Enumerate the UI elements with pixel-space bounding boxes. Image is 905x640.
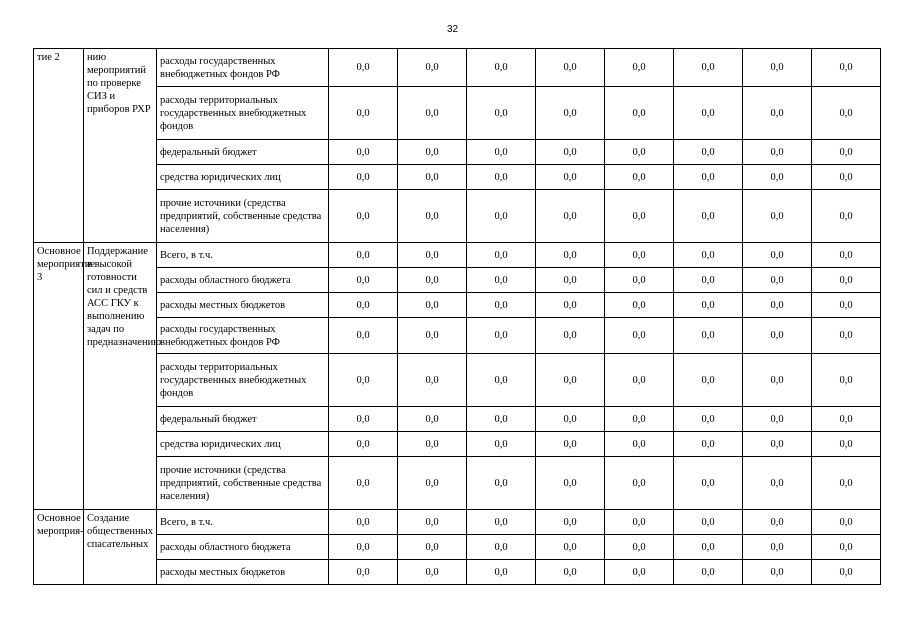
funding-source-cell: Всего, в т.ч.: [157, 243, 329, 268]
value-cell: 0,0: [605, 190, 674, 243]
funding-source-cell: средства юридических лиц: [157, 432, 329, 457]
table-row: [34, 165, 881, 190]
funding-source-cell: расходы местных бюджетов: [157, 293, 329, 318]
value-cell: 0,0: [536, 140, 605, 165]
funding-source-cell: расходы государственных внебюджетных фондов РФ: [157, 49, 329, 87]
funding-source-cell: расходы местных бюджетов: [157, 560, 329, 585]
value-cell: 0,0: [674, 457, 743, 510]
value-cell: 0,0: [605, 165, 674, 190]
value-cell: 0,0: [329, 293, 398, 318]
value-cell: 0,0: [812, 560, 881, 585]
value-cell: 0,0: [536, 560, 605, 585]
table-row: [34, 457, 881, 510]
table-row: [34, 190, 881, 243]
value-cell: 0,0: [812, 165, 881, 190]
value-cell: 0,0: [605, 268, 674, 293]
value-cell: 0,0: [398, 87, 467, 140]
value-cell: 0,0: [605, 560, 674, 585]
value-cell: 0,0: [812, 49, 881, 87]
value-cell: 0,0: [467, 407, 536, 432]
value-cell: 0,0: [398, 140, 467, 165]
table-row: [34, 510, 881, 535]
table-row: [34, 49, 881, 87]
value-cell: 0,0: [812, 87, 881, 140]
value-cell: 0,0: [467, 354, 536, 407]
value-cell: 0,0: [329, 318, 398, 354]
value-cell: 0,0: [329, 407, 398, 432]
value-cell: 0,0: [467, 510, 536, 535]
value-cell: 0,0: [812, 432, 881, 457]
table-body: [34, 49, 881, 585]
value-cell: 0,0: [743, 318, 812, 354]
value-cell: 0,0: [467, 432, 536, 457]
value-cell: 0,0: [467, 293, 536, 318]
value-cell: 0,0: [605, 49, 674, 87]
value-cell: 0,0: [812, 510, 881, 535]
table-row: [34, 535, 881, 560]
funding-source-cell: расходы государственных внебюджетных фондов РФ: [157, 318, 329, 354]
value-cell: 0,0: [743, 190, 812, 243]
value-cell: 0,0: [743, 560, 812, 585]
value-cell: 0,0: [536, 432, 605, 457]
table-row: [34, 87, 881, 140]
table-row: [34, 243, 881, 268]
value-cell: 0,0: [329, 560, 398, 585]
value-cell: 0,0: [329, 140, 398, 165]
value-cell: 0,0: [398, 190, 467, 243]
table-row: [34, 432, 881, 457]
value-cell: 0,0: [398, 457, 467, 510]
value-cell: 0,0: [743, 535, 812, 560]
value-cell: 0,0: [743, 140, 812, 165]
value-cell: 0,0: [467, 457, 536, 510]
funding-source-cell: расходы территориальных государственных внебюджетных фондов: [157, 354, 329, 407]
funding-source-cell: федеральный бюджет: [157, 140, 329, 165]
value-cell: 0,0: [536, 165, 605, 190]
value-cell: 0,0: [467, 140, 536, 165]
value-cell: 0,0: [812, 407, 881, 432]
value-cell: 0,0: [674, 432, 743, 457]
value-cell: 0,0: [812, 140, 881, 165]
value-cell: 0,0: [743, 407, 812, 432]
value-cell: 0,0: [674, 165, 743, 190]
value-cell: 0,0: [605, 243, 674, 268]
value-cell: 0,0: [536, 243, 605, 268]
value-cell: 0,0: [467, 268, 536, 293]
value-cell: 0,0: [674, 190, 743, 243]
measure-cell: тие 2: [34, 49, 84, 243]
value-cell: 0,0: [329, 165, 398, 190]
description-cell: нию мероприятий по проверке СИЗ и приборов РХР: [84, 49, 157, 243]
value-cell: 0,0: [674, 49, 743, 87]
value-cell: 0,0: [674, 354, 743, 407]
value-cell: 0,0: [467, 535, 536, 560]
funding-source-cell: федеральный бюджет: [157, 407, 329, 432]
value-cell: 0,0: [398, 268, 467, 293]
value-cell: 0,0: [398, 293, 467, 318]
value-cell: 0,0: [398, 510, 467, 535]
value-cell: 0,0: [605, 354, 674, 407]
value-cell: 0,0: [536, 354, 605, 407]
value-cell: 0,0: [605, 293, 674, 318]
page-number: 32: [446, 24, 459, 35]
value-cell: 0,0: [398, 318, 467, 354]
funding-source-cell: прочие источники (средства предприятий, собственные средства населения): [157, 190, 329, 243]
value-cell: 0,0: [329, 190, 398, 243]
value-cell: 0,0: [743, 432, 812, 457]
value-cell: 0,0: [743, 268, 812, 293]
value-cell: 0,0: [674, 87, 743, 140]
value-cell: 0,0: [674, 293, 743, 318]
value-cell: 0,0: [329, 354, 398, 407]
value-cell: 0,0: [398, 354, 467, 407]
value-cell: 0,0: [812, 243, 881, 268]
budget-table: [33, 48, 881, 585]
value-cell: 0,0: [536, 318, 605, 354]
value-cell: 0,0: [329, 510, 398, 535]
value-cell: 0,0: [743, 165, 812, 190]
value-cell: 0,0: [674, 535, 743, 560]
value-cell: 0,0: [674, 318, 743, 354]
value-cell: 0,0: [329, 457, 398, 510]
value-cell: 0,0: [743, 49, 812, 87]
value-cell: 0,0: [605, 407, 674, 432]
table-row: [34, 318, 881, 354]
value-cell: 0,0: [743, 457, 812, 510]
value-cell: 0,0: [812, 535, 881, 560]
value-cell: 0,0: [398, 560, 467, 585]
value-cell: 0,0: [812, 318, 881, 354]
value-cell: 0,0: [329, 243, 398, 268]
value-cell: 0,0: [329, 49, 398, 87]
value-cell: 0,0: [467, 165, 536, 190]
value-cell: 0,0: [536, 293, 605, 318]
value-cell: 0,0: [812, 190, 881, 243]
value-cell: 0,0: [743, 293, 812, 318]
description-cell: Создание общественных спасательных: [84, 510, 157, 585]
value-cell: 0,0: [398, 165, 467, 190]
value-cell: 0,0: [467, 560, 536, 585]
value-cell: 0,0: [329, 432, 398, 457]
value-cell: 0,0: [398, 407, 467, 432]
value-cell: 0,0: [467, 190, 536, 243]
value-cell: 0,0: [605, 318, 674, 354]
funding-source-cell: прочие источники (средства предприятий, собственные средства населения): [157, 457, 329, 510]
description-cell: Поддержание в высокой готовности сил и средств АСС ГКУ к выполнению задач по предназначению: [84, 243, 157, 510]
table-row: [34, 560, 881, 585]
value-cell: 0,0: [536, 535, 605, 560]
value-cell: 0,0: [467, 87, 536, 140]
value-cell: 0,0: [674, 268, 743, 293]
value-cell: 0,0: [674, 140, 743, 165]
table-row: [34, 407, 881, 432]
value-cell: 0,0: [536, 510, 605, 535]
value-cell: 0,0: [743, 87, 812, 140]
table-row: [34, 268, 881, 293]
value-cell: 0,0: [329, 87, 398, 140]
value-cell: 0,0: [674, 510, 743, 535]
value-cell: 0,0: [812, 354, 881, 407]
value-cell: 0,0: [536, 190, 605, 243]
value-cell: 0,0: [674, 407, 743, 432]
value-cell: 0,0: [743, 354, 812, 407]
value-cell: 0,0: [743, 510, 812, 535]
value-cell: 0,0: [467, 243, 536, 268]
value-cell: 0,0: [812, 268, 881, 293]
value-cell: 0,0: [329, 268, 398, 293]
funding-source-cell: средства юридических лиц: [157, 165, 329, 190]
value-cell: 0,0: [812, 293, 881, 318]
value-cell: 0,0: [536, 87, 605, 140]
measure-cell: Основное мероприя-: [34, 510, 84, 585]
value-cell: 0,0: [743, 243, 812, 268]
value-cell: 0,0: [605, 457, 674, 510]
value-cell: 0,0: [605, 140, 674, 165]
value-cell: 0,0: [398, 49, 467, 87]
table-row: [34, 293, 881, 318]
value-cell: 0,0: [605, 432, 674, 457]
value-cell: 0,0: [398, 535, 467, 560]
value-cell: 0,0: [467, 49, 536, 87]
value-cell: 0,0: [536, 457, 605, 510]
value-cell: 0,0: [398, 243, 467, 268]
funding-source-cell: расходы областного бюджета: [157, 535, 329, 560]
value-cell: 0,0: [674, 560, 743, 585]
value-cell: 0,0: [605, 87, 674, 140]
table-row: [34, 140, 881, 165]
funding-source-cell: расходы территориальных государственных внебюджетных фондов: [157, 87, 329, 140]
value-cell: 0,0: [674, 243, 743, 268]
funding-source-cell: Всего, в т.ч.: [157, 510, 329, 535]
value-cell: 0,0: [536, 49, 605, 87]
value-cell: 0,0: [605, 535, 674, 560]
value-cell: 0,0: [467, 318, 536, 354]
value-cell: 0,0: [536, 268, 605, 293]
funding-source-cell: расходы областного бюджета: [157, 268, 329, 293]
value-cell: 0,0: [605, 510, 674, 535]
value-cell: 0,0: [329, 535, 398, 560]
measure-cell: Основное мероприятие 3: [34, 243, 84, 510]
value-cell: 0,0: [536, 407, 605, 432]
table-row: [34, 354, 881, 407]
value-cell: 0,0: [398, 432, 467, 457]
value-cell: 0,0: [812, 457, 881, 510]
